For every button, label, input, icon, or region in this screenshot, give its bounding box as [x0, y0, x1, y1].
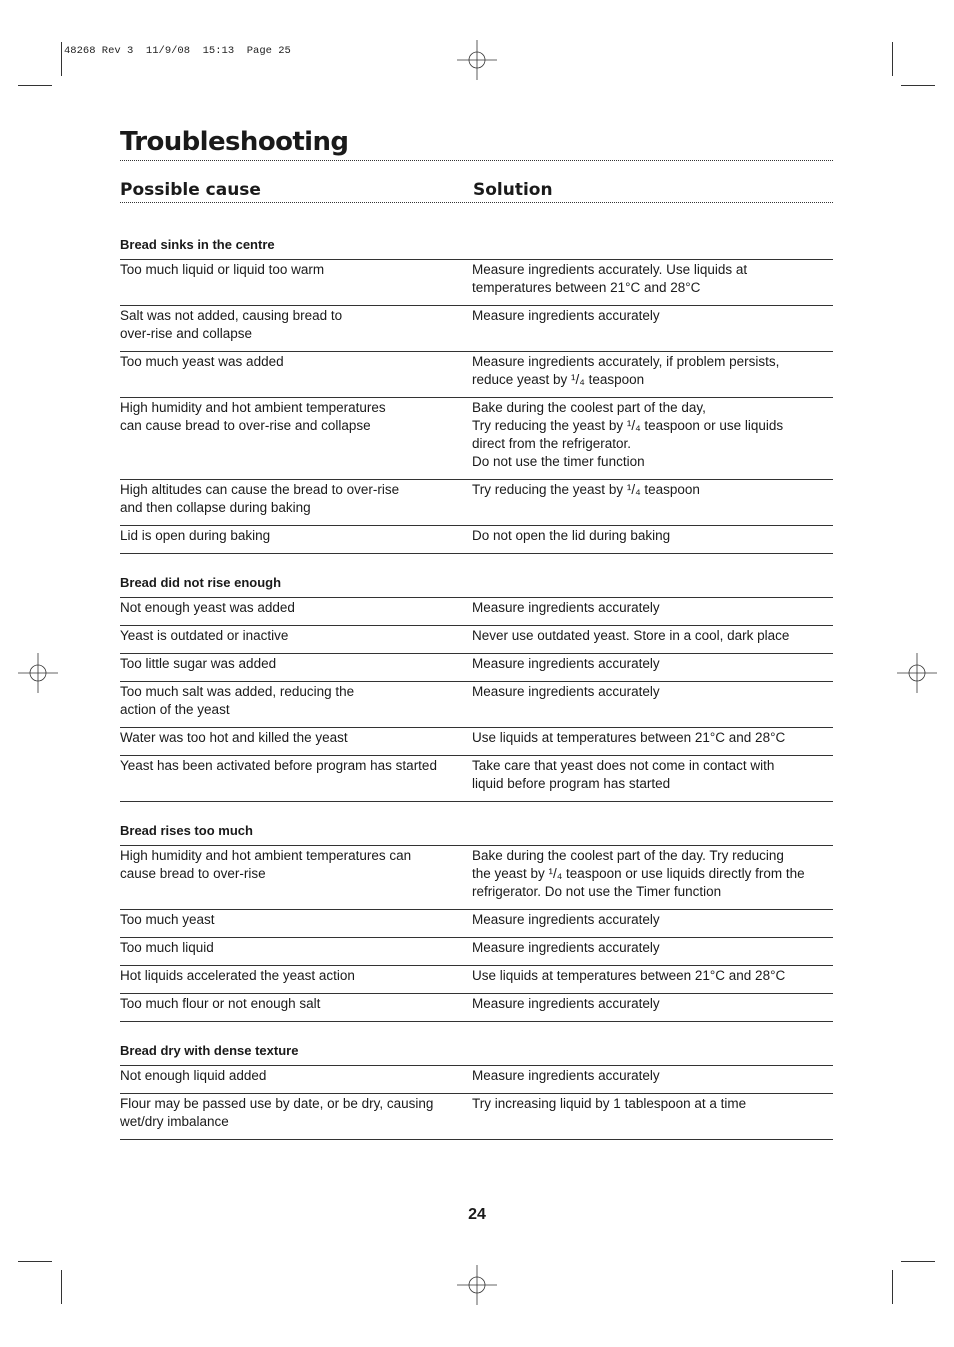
cause-text: Too little sugar was added: [120, 656, 277, 671]
table-row: [120, 937, 833, 965]
section-bread-sinks: [120, 236, 833, 554]
registration-mark-top: [457, 40, 497, 80]
solution-text: Take care that yeast does not come in contact with liquid before program has started: [472, 758, 775, 791]
solution-text: Measure ingredients accurately: [472, 1068, 660, 1083]
cause-text: High humidity and hot ambient temperatures can cause bread to over-rise: [120, 848, 412, 881]
crop-mark-bottom-left-v: [61, 1270, 62, 1304]
table-row: [120, 397, 833, 479]
solution-text: Measure ingredients accurately: [472, 996, 660, 1011]
page-title: Troubleshooting: [120, 127, 349, 157]
table-row: [120, 259, 833, 305]
section-title: Bread did not rise enough: [120, 575, 282, 590]
solution-text: Use liquids at temperatures between 21°C and 28°C: [472, 968, 786, 983]
solution-text: Use liquids at temperatures between 21°C and 28°C: [472, 730, 786, 745]
cause-text: Too much liquid: [120, 940, 214, 955]
table-row: [120, 965, 833, 993]
cause-text: Not enough yeast was added: [120, 600, 295, 615]
table-row: [120, 305, 833, 351]
table-row: [120, 1065, 833, 1093]
crop-mark-bottom-right-v: [892, 1270, 893, 1304]
column-heading-cause: Possible cause: [120, 180, 261, 200]
solution-text: Measure ingredients accurately. Use liquids at temperatures between 21°C and 28°C: [472, 262, 748, 295]
solution-text: Measure ingredients accurately: [472, 656, 660, 671]
registration-mark-left: [18, 653, 58, 693]
section-did-not-rise: [120, 574, 833, 802]
registration-mark-right: [897, 653, 937, 693]
cause-text: Yeast has been activated before program has started: [120, 758, 437, 773]
solution-text: Measure ingredients accurately: [472, 684, 660, 699]
section-title: Bread dry with dense texture: [120, 1043, 299, 1058]
crop-mark-top-right-v: [892, 42, 893, 76]
table-row: [120, 525, 833, 554]
cause-text: Too much salt was added, reducing the action of the yeast: [120, 684, 355, 717]
solution-text: Measure ingredients accurately: [472, 940, 660, 955]
crop-mark-top-left-v: [61, 42, 62, 76]
table-row: [120, 755, 833, 802]
cause-text: High altitudes can cause the bread to over-rise and then collapse during baking: [120, 482, 400, 515]
solution-text: Never use outdated yeast. Store in a cool, dark place: [472, 628, 790, 643]
cause-text: Water was too hot and killed the yeast: [120, 730, 348, 745]
table-row: [120, 845, 833, 909]
title-divider: [120, 160, 833, 161]
table-row: [120, 653, 833, 681]
section-title: Bread rises too much: [120, 823, 253, 838]
solution-text: Measure ingredients accurately, if problem persists, reduce yeast by ¹/₄ teaspoon: [472, 354, 780, 387]
table-row: [120, 727, 833, 755]
crop-mark-bottom-left-h: [18, 1261, 52, 1262]
crop-mark-bottom-right-h: [901, 1261, 935, 1262]
page-number: 24: [468, 1206, 486, 1223]
cause-text: Flour may be passed use by date, or be dry, causing wet/dry imbalance: [120, 1096, 434, 1129]
crop-mark-top-right-h: [901, 85, 935, 86]
cause-text: Too much yeast: [120, 912, 215, 927]
print-slug: 48268 Rev 3 11/9/08 15:13 Page 25: [64, 45, 291, 57]
cause-text: Lid is open during baking: [120, 528, 271, 543]
cause-text: Yeast is outdated or inactive: [120, 628, 289, 643]
column-heading-divider: [120, 202, 833, 203]
table-row: [120, 625, 833, 653]
table-row: [120, 351, 833, 397]
solution-text: Bake during the coolest part of the day, Try reducing the yeast by ¹/₄ teaspoon or use liquids direct from the refrigerator. Do not use the timer function: [472, 400, 784, 469]
section-dry-dense: [120, 1042, 833, 1140]
table-row: [120, 909, 833, 937]
cause-text: Too much yeast was added: [120, 354, 284, 369]
solution-text: Measure ingredients accurately: [472, 308, 660, 323]
table-row: [120, 681, 833, 727]
table-row: [120, 993, 833, 1022]
solution-text: Try increasing liquid by 1 tablespoon at a time: [472, 1096, 747, 1111]
solution-text: Do not open the lid during baking: [472, 528, 671, 543]
cause-text: Salt was not added, causing bread to over-rise and collapse: [120, 308, 343, 341]
table-row: [120, 1093, 833, 1140]
cause-text: Not enough liquid added: [120, 1068, 267, 1083]
crop-mark-top-left-h: [18, 85, 52, 86]
solution-text: Measure ingredients accurately: [472, 600, 660, 615]
cause-text: Hot liquids accelerated the yeast action: [120, 968, 355, 983]
solution-text: Try reducing the yeast by ¹/₄ teaspoon: [472, 482, 700, 497]
solution-text: Bake during the coolest part of the day. Try reducing the yeast by ¹/₄ teaspoon or use liquids directly from the refrigerator. Do not use the Timer function: [472, 848, 805, 899]
cause-text: Too much flour or not enough salt: [120, 996, 321, 1011]
table-row: [120, 479, 833, 525]
section-rises-too-much: [120, 822, 833, 1022]
column-heading-solution: Solution: [473, 180, 553, 200]
section-title: Bread sinks in the centre: [120, 237, 275, 252]
cause-text: Too much liquid or liquid too warm: [120, 262, 325, 277]
solution-text: Measure ingredients accurately: [472, 912, 660, 927]
troubleshooting-table: [120, 236, 833, 1160]
registration-mark-bottom: [457, 1265, 497, 1305]
table-row: [120, 597, 833, 625]
cause-text: High humidity and hot ambient temperatures can cause bread to over-rise and collapse: [120, 400, 386, 433]
